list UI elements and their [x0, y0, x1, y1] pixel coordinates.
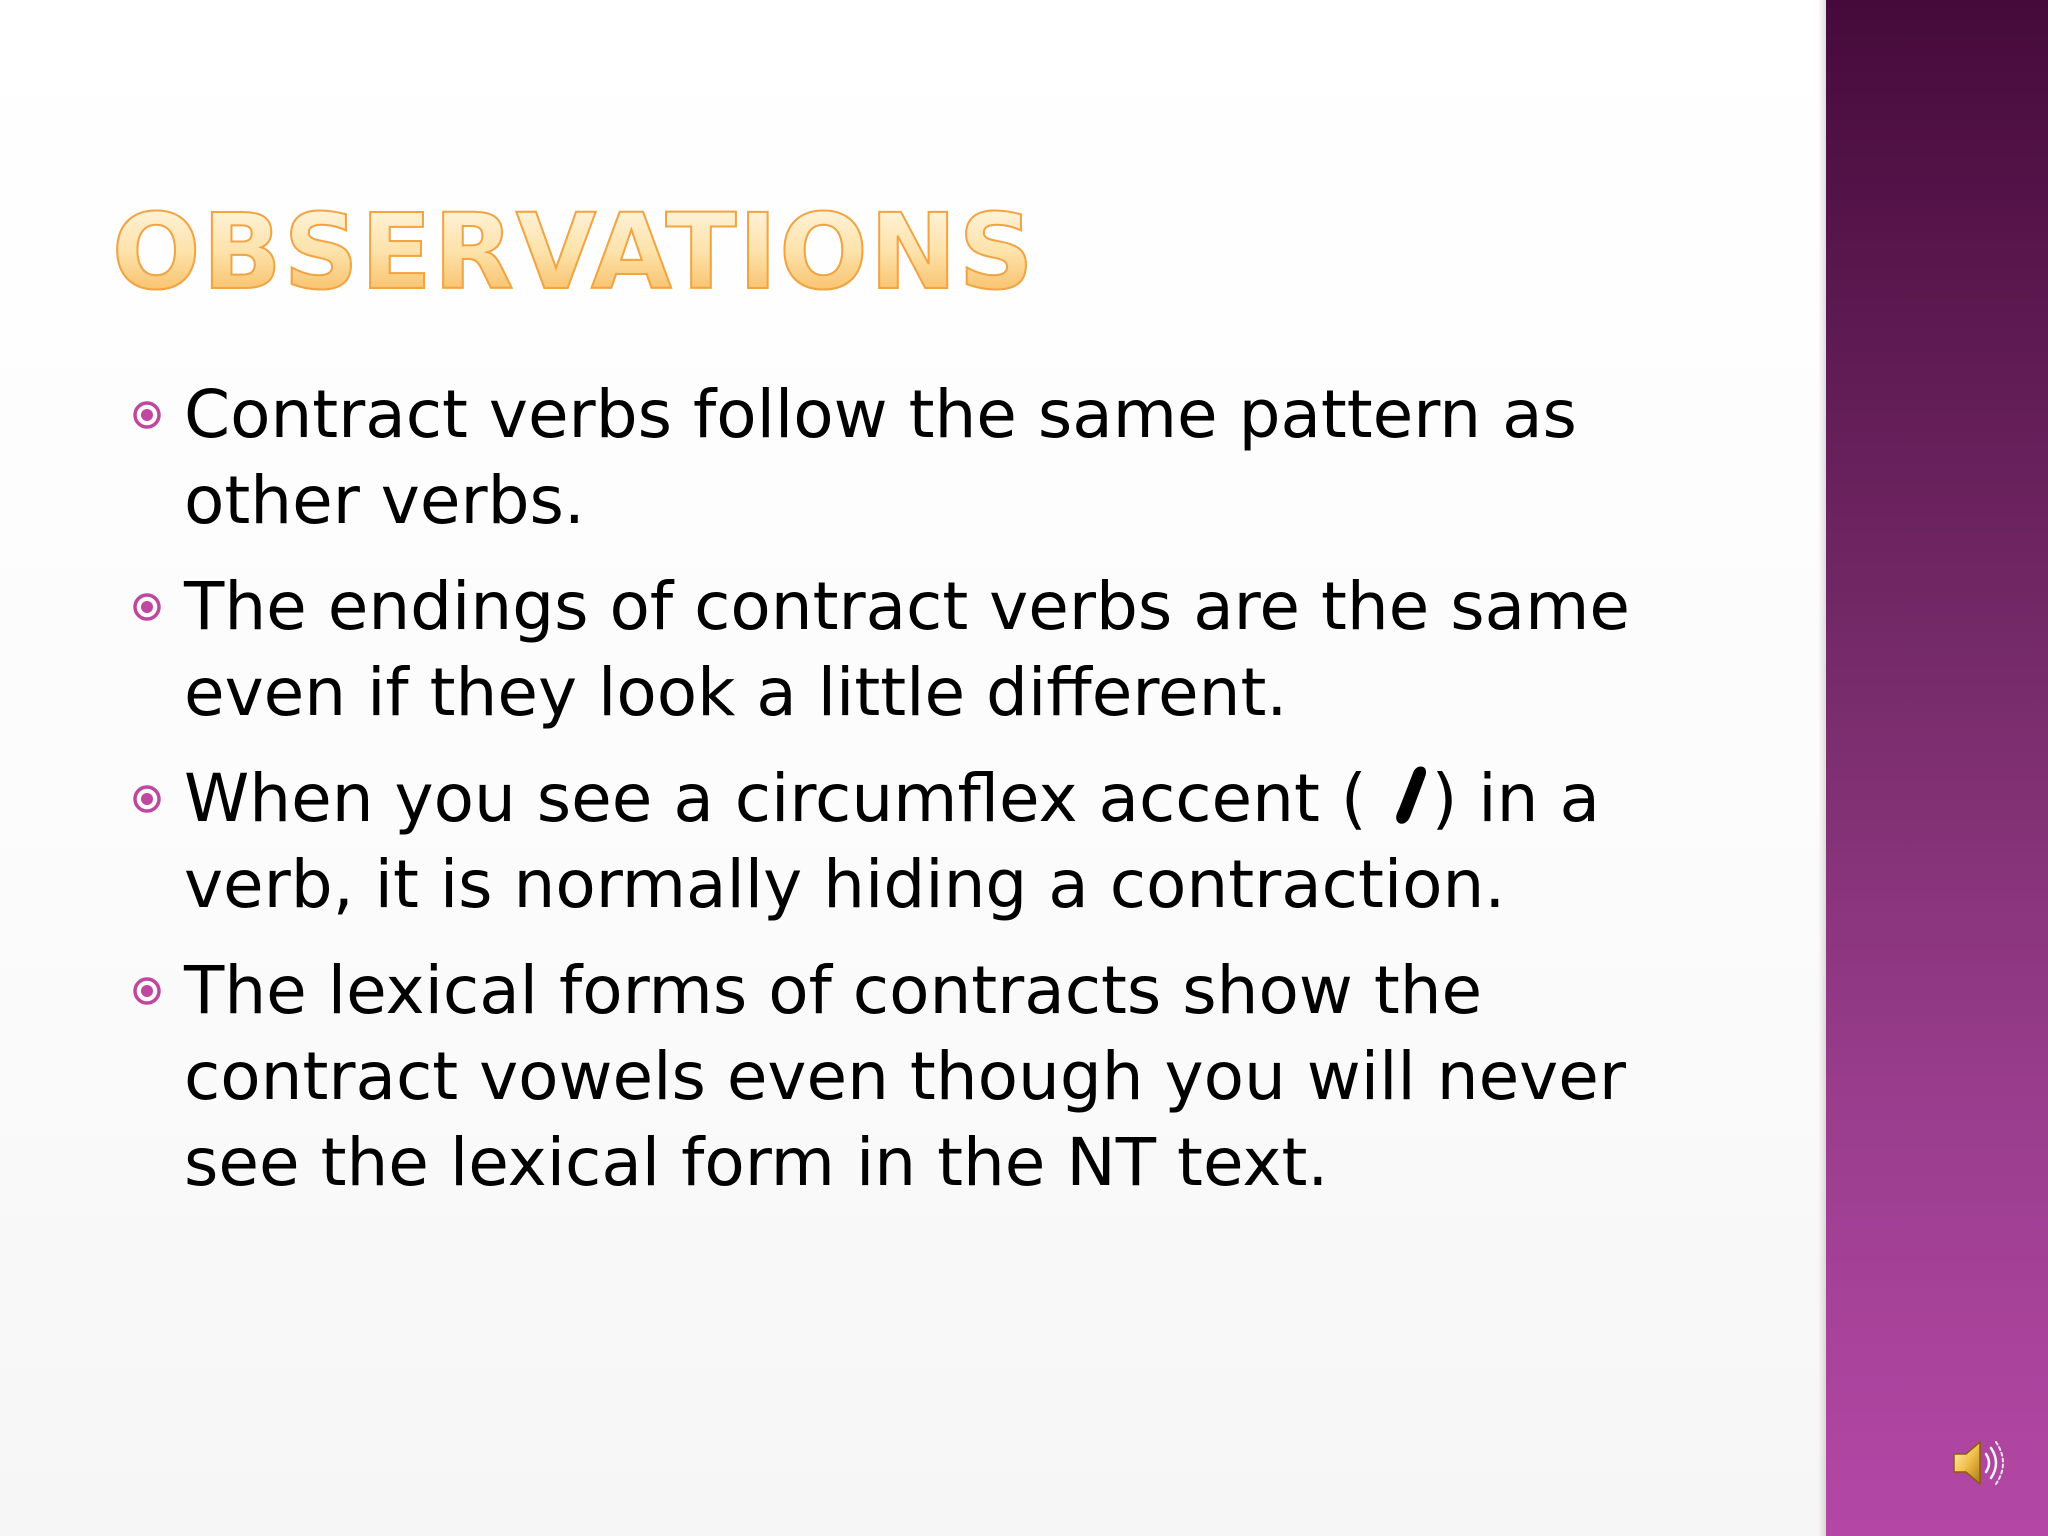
bullet-item-2 [130, 564, 1690, 736]
bullet-circle-icon [132, 592, 162, 622]
slide-title: OBSERVATIONS [112, 191, 1036, 313]
bullet-list [130, 372, 1690, 1226]
circumflex-accent-icon [1388, 761, 1432, 831]
bullet-circle-icon [132, 400, 162, 430]
bullet-text: The lexical forms of contracts show the contract vowels even though you will never see the lexical form in the NT text. [184, 952, 1626, 1201]
decorative-sidebar [1826, 0, 2048, 1536]
bullet-text: The endings of contract verbs are the same even if they look a little different. [184, 568, 1630, 731]
speaker-icon[interactable] [1948, 1432, 2010, 1494]
bullet-text: Contract verbs follow the same pattern as other verbs. [184, 376, 1577, 539]
bullet-text-after-accent: ) in a verb, it is normally hiding a contraction. [184, 760, 1600, 923]
bullet-circle-icon [132, 976, 162, 1006]
bullet-item-3 [130, 756, 1690, 928]
bullet-item-1 [130, 372, 1690, 544]
bullet-text-before-accent: When you see a circumflex accent ( [184, 760, 1388, 837]
bullet-item-4 [130, 948, 1690, 1206]
bullet-circle-icon [132, 784, 162, 814]
